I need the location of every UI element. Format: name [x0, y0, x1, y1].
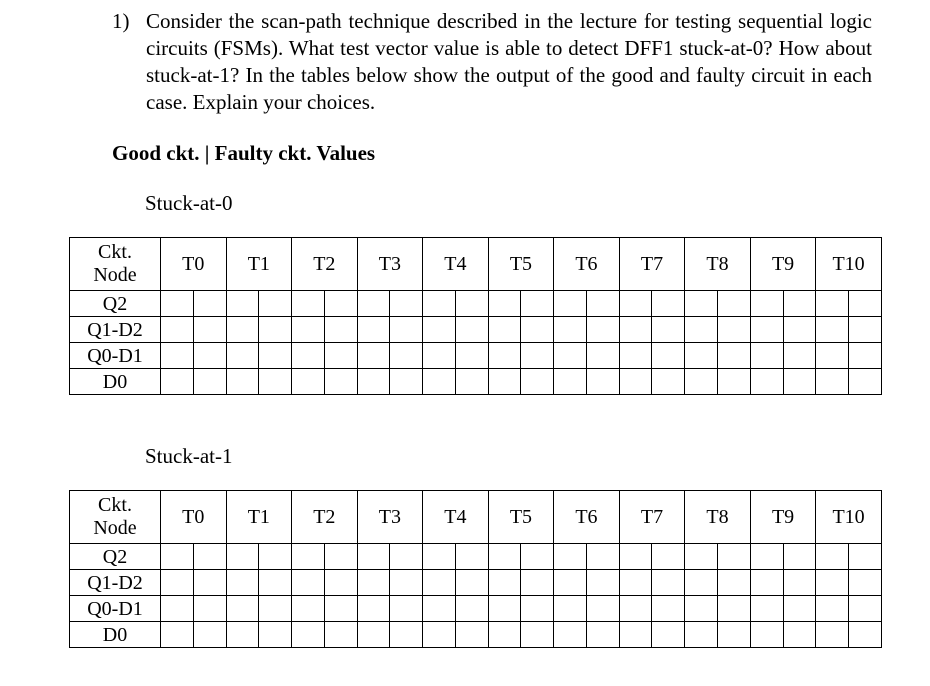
- time-step-header: T6: [554, 238, 620, 291]
- faulty-value-cell[interactable]: [652, 596, 685, 622]
- good-value-cell[interactable]: [619, 544, 652, 570]
- time-step-header: T9: [750, 238, 816, 291]
- faulty-value-cell[interactable]: [586, 544, 619, 570]
- good-value-cell[interactable]: [685, 544, 718, 570]
- good-value-cell[interactable]: [685, 369, 718, 395]
- faulty-value-cell[interactable]: [521, 317, 554, 343]
- faulty-value-cell[interactable]: [521, 570, 554, 596]
- good-value-cell[interactable]: [292, 544, 325, 570]
- good-value-cell[interactable]: [554, 369, 587, 395]
- node-header: [70, 491, 161, 544]
- good-value-cell[interactable]: [226, 291, 259, 317]
- good-value-cell[interactable]: [226, 596, 259, 622]
- good-value-cell[interactable]: [816, 622, 849, 648]
- good-value-cell[interactable]: [292, 596, 325, 622]
- good-value-cell[interactable]: [685, 291, 718, 317]
- good-value-cell[interactable]: [423, 317, 456, 343]
- good-value-cell[interactable]: [816, 570, 849, 596]
- faulty-value-cell[interactable]: [718, 343, 751, 369]
- faulty-value-cell[interactable]: [193, 570, 226, 596]
- faulty-value-cell[interactable]: [259, 544, 292, 570]
- good-value-cell[interactable]: [816, 343, 849, 369]
- faulty-value-cell[interactable]: [849, 596, 882, 622]
- node-label: Q2: [70, 291, 161, 317]
- faulty-value-cell[interactable]: [586, 369, 619, 395]
- faulty-value-cell[interactable]: [652, 570, 685, 596]
- good-value-cell[interactable]: [554, 570, 587, 596]
- table-row: [70, 570, 882, 596]
- faulty-value-cell[interactable]: [586, 596, 619, 622]
- good-value-cell[interactable]: [750, 622, 783, 648]
- faulty-value-cell[interactable]: [849, 343, 882, 369]
- good-value-cell[interactable]: [423, 622, 456, 648]
- stuck-at-1-table: [69, 490, 882, 648]
- faulty-value-cell[interactable]: [652, 291, 685, 317]
- stuck-at-0-label: Stuck-at-0: [145, 191, 233, 215]
- good-value-cell[interactable]: [226, 622, 259, 648]
- faulty-value-cell[interactable]: [521, 622, 554, 648]
- good-value-cell[interactable]: [423, 343, 456, 369]
- stuck-at-0-table: [69, 237, 882, 395]
- faulty-value-cell[interactable]: [849, 317, 882, 343]
- node-header-line: Ckt.: [98, 241, 132, 263]
- faulty-value-cell[interactable]: [455, 596, 488, 622]
- good-value-cell[interactable]: [488, 544, 521, 570]
- faulty-value-cell[interactable]: [652, 369, 685, 395]
- good-value-cell[interactable]: [619, 570, 652, 596]
- good-value-cell[interactable]: [357, 343, 390, 369]
- faulty-value-cell[interactable]: [783, 343, 816, 369]
- good-value-cell[interactable]: [554, 596, 587, 622]
- time-step-header: T5: [488, 238, 554, 291]
- good-value-cell[interactable]: [161, 622, 194, 648]
- faulty-value-cell[interactable]: [783, 369, 816, 395]
- faulty-value-cell[interactable]: [390, 596, 423, 622]
- faulty-value-cell[interactable]: [455, 622, 488, 648]
- good-value-cell[interactable]: [750, 317, 783, 343]
- faulty-value-cell[interactable]: [390, 343, 423, 369]
- faulty-value-cell[interactable]: [324, 369, 357, 395]
- good-value-cell[interactable]: [816, 291, 849, 317]
- good-value-cell[interactable]: [750, 291, 783, 317]
- table-row: [70, 291, 882, 317]
- faulty-value-cell[interactable]: [652, 622, 685, 648]
- good-value-cell[interactable]: [488, 570, 521, 596]
- faulty-value-cell[interactable]: [849, 291, 882, 317]
- good-value-cell[interactable]: [423, 570, 456, 596]
- good-value-cell[interactable]: [685, 622, 718, 648]
- header-row: [70, 491, 882, 544]
- good-value-cell[interactable]: [423, 291, 456, 317]
- node-label: Q1-D2: [70, 570, 161, 596]
- values-heading: Good ckt. | Faulty ckt. Values: [112, 141, 376, 165]
- faulty-value-cell[interactable]: [193, 317, 226, 343]
- good-value-cell[interactable]: [292, 369, 325, 395]
- time-step-header: T1: [226, 238, 292, 291]
- faulty-value-cell[interactable]: [783, 596, 816, 622]
- faulty-value-cell[interactable]: [783, 570, 816, 596]
- faulty-value-cell[interactable]: [324, 596, 357, 622]
- faulty-value-cell[interactable]: [193, 291, 226, 317]
- faulty-value-cell[interactable]: [193, 596, 226, 622]
- faulty-value-cell[interactable]: [849, 570, 882, 596]
- faulty-value-cell[interactable]: [259, 596, 292, 622]
- faulty-value-cell[interactable]: [390, 317, 423, 343]
- good-value-cell[interactable]: [488, 622, 521, 648]
- time-step-header: T1: [226, 491, 292, 544]
- faulty-value-cell[interactable]: [259, 291, 292, 317]
- faulty-value-cell[interactable]: [521, 596, 554, 622]
- good-value-cell[interactable]: [619, 291, 652, 317]
- faulty-value-cell[interactable]: [193, 369, 226, 395]
- faulty-value-cell[interactable]: [652, 343, 685, 369]
- time-step-header: T8: [685, 491, 751, 544]
- node-label: Q0-D1: [70, 343, 161, 369]
- question-text: Consider the scan-path technique described in the lecture for testing sequential logic circuits (FSMs). What test vector value is able to detect DFF1 stuck-at-0? How about stuck-at-1? In the tables below show the output of the good and faulty circuit in each case. Explain your choices.: [146, 9, 872, 114]
- good-value-cell[interactable]: [685, 343, 718, 369]
- time-step-header: T4: [423, 238, 489, 291]
- faulty-value-cell[interactable]: [586, 317, 619, 343]
- faulty-value-cell[interactable]: [586, 343, 619, 369]
- good-value-cell[interactable]: [619, 343, 652, 369]
- node-header: [70, 238, 161, 291]
- table-row: [70, 369, 882, 395]
- good-value-cell[interactable]: [685, 317, 718, 343]
- faulty-value-cell[interactable]: [521, 343, 554, 369]
- question-number: 1): [112, 9, 130, 33]
- faulty-value-cell[interactable]: [455, 369, 488, 395]
- faulty-value-cell[interactable]: [193, 544, 226, 570]
- faulty-value-cell[interactable]: [652, 317, 685, 343]
- table-row: [70, 317, 882, 343]
- good-value-cell[interactable]: [488, 343, 521, 369]
- faulty-value-cell[interactable]: [324, 570, 357, 596]
- faulty-value-cell[interactable]: [193, 622, 226, 648]
- good-value-cell[interactable]: [161, 596, 194, 622]
- node-label: D0: [70, 622, 161, 648]
- node-label: Q0-D1: [70, 596, 161, 622]
- time-step-header: T2: [292, 491, 358, 544]
- time-step-header: T0: [161, 238, 227, 291]
- good-value-cell[interactable]: [750, 343, 783, 369]
- faulty-value-cell[interactable]: [783, 544, 816, 570]
- node-label: Q2: [70, 544, 161, 570]
- faulty-value-cell[interactable]: [324, 544, 357, 570]
- faulty-value-cell[interactable]: [390, 544, 423, 570]
- good-value-cell[interactable]: [357, 369, 390, 395]
- faulty-value-cell[interactable]: [455, 291, 488, 317]
- question-block: [112, 8, 872, 116]
- faulty-value-cell[interactable]: [324, 343, 357, 369]
- faulty-value-cell[interactable]: [718, 369, 751, 395]
- faulty-value-cell[interactable]: [259, 317, 292, 343]
- good-value-cell[interactable]: [357, 596, 390, 622]
- faulty-value-cell[interactable]: [324, 622, 357, 648]
- time-step-header: T7: [619, 491, 685, 544]
- faulty-value-cell[interactable]: [849, 544, 882, 570]
- good-value-cell[interactable]: [554, 291, 587, 317]
- good-value-cell[interactable]: [750, 544, 783, 570]
- faulty-value-cell[interactable]: [324, 317, 357, 343]
- faulty-value-cell[interactable]: [586, 622, 619, 648]
- good-value-cell[interactable]: [292, 317, 325, 343]
- faulty-value-cell[interactable]: [455, 317, 488, 343]
- good-value-cell[interactable]: [423, 544, 456, 570]
- faulty-value-cell[interactable]: [259, 622, 292, 648]
- table-row: [70, 622, 882, 648]
- good-value-cell[interactable]: [554, 622, 587, 648]
- good-value-cell[interactable]: [226, 369, 259, 395]
- faulty-value-cell[interactable]: [718, 291, 751, 317]
- good-value-cell[interactable]: [488, 317, 521, 343]
- good-value-cell[interactable]: [816, 369, 849, 395]
- faulty-value-cell[interactable]: [718, 317, 751, 343]
- faulty-value-cell[interactable]: [455, 570, 488, 596]
- good-value-cell[interactable]: [423, 369, 456, 395]
- faulty-value-cell[interactable]: [193, 343, 226, 369]
- good-value-cell[interactable]: [619, 317, 652, 343]
- faulty-value-cell[interactable]: [652, 544, 685, 570]
- faulty-value-cell[interactable]: [586, 570, 619, 596]
- good-value-cell[interactable]: [357, 622, 390, 648]
- time-step-header: T2: [292, 238, 358, 291]
- time-step-header: T9: [750, 491, 816, 544]
- header-row: [70, 238, 882, 291]
- good-value-cell[interactable]: [161, 317, 194, 343]
- good-value-cell[interactable]: [619, 622, 652, 648]
- node-header-line: Ckt.: [98, 494, 132, 516]
- faulty-value-cell[interactable]: [324, 291, 357, 317]
- table-row: [70, 343, 882, 369]
- good-value-cell[interactable]: [161, 369, 194, 395]
- table-row: [70, 596, 882, 622]
- good-value-cell[interactable]: [357, 544, 390, 570]
- faulty-value-cell[interactable]: [455, 544, 488, 570]
- faulty-value-cell[interactable]: [718, 596, 751, 622]
- good-value-cell[interactable]: [226, 317, 259, 343]
- good-value-cell[interactable]: [619, 596, 652, 622]
- good-value-cell[interactable]: [816, 317, 849, 343]
- good-value-cell[interactable]: [161, 544, 194, 570]
- good-value-cell[interactable]: [750, 369, 783, 395]
- good-value-cell[interactable]: [161, 291, 194, 317]
- time-step-header: T4: [423, 491, 489, 544]
- good-value-cell[interactable]: [685, 596, 718, 622]
- good-value-cell[interactable]: [357, 291, 390, 317]
- good-value-cell[interactable]: [226, 570, 259, 596]
- node-header-line: Node: [93, 264, 137, 286]
- good-value-cell[interactable]: [816, 544, 849, 570]
- good-value-cell[interactable]: [685, 570, 718, 596]
- faulty-value-cell[interactable]: [586, 291, 619, 317]
- faulty-value-cell[interactable]: [718, 570, 751, 596]
- time-step-header: T3: [357, 238, 423, 291]
- good-value-cell[interactable]: [554, 544, 587, 570]
- faulty-value-cell[interactable]: [259, 369, 292, 395]
- good-value-cell[interactable]: [292, 291, 325, 317]
- node-label: Q1-D2: [70, 317, 161, 343]
- faulty-value-cell[interactable]: [455, 343, 488, 369]
- time-step-header: T3: [357, 491, 423, 544]
- faulty-value-cell[interactable]: [783, 291, 816, 317]
- faulty-value-cell[interactable]: [718, 622, 751, 648]
- faulty-value-cell[interactable]: [390, 291, 423, 317]
- good-value-cell[interactable]: [357, 570, 390, 596]
- time-step-header: T5: [488, 491, 554, 544]
- node-label: D0: [70, 369, 161, 395]
- stuck-at-1-label: Stuck-at-1: [145, 444, 233, 468]
- good-value-cell[interactable]: [750, 570, 783, 596]
- good-value-cell[interactable]: [292, 343, 325, 369]
- good-value-cell[interactable]: [226, 343, 259, 369]
- good-value-cell[interactable]: [488, 369, 521, 395]
- faulty-value-cell[interactable]: [390, 622, 423, 648]
- time-step-header: T6: [554, 491, 620, 544]
- good-value-cell[interactable]: [619, 369, 652, 395]
- faulty-value-cell[interactable]: [521, 369, 554, 395]
- time-step-header: T0: [161, 491, 227, 544]
- faulty-value-cell[interactable]: [390, 369, 423, 395]
- good-value-cell[interactable]: [554, 317, 587, 343]
- good-value-cell[interactable]: [292, 570, 325, 596]
- faulty-value-cell[interactable]: [849, 369, 882, 395]
- faulty-value-cell[interactable]: [783, 317, 816, 343]
- time-step-header: T7: [619, 238, 685, 291]
- good-value-cell[interactable]: [357, 317, 390, 343]
- faulty-value-cell[interactable]: [849, 622, 882, 648]
- good-value-cell[interactable]: [488, 596, 521, 622]
- faulty-value-cell[interactable]: [259, 343, 292, 369]
- time-step-header: T10: [816, 491, 882, 544]
- good-value-cell[interactable]: [161, 570, 194, 596]
- faulty-value-cell[interactable]: [259, 570, 292, 596]
- faulty-value-cell[interactable]: [783, 622, 816, 648]
- good-value-cell[interactable]: [161, 343, 194, 369]
- good-value-cell[interactable]: [226, 544, 259, 570]
- good-value-cell[interactable]: [554, 343, 587, 369]
- node-header-line: Node: [93, 517, 137, 539]
- good-value-cell[interactable]: [750, 596, 783, 622]
- faulty-value-cell[interactable]: [521, 291, 554, 317]
- faulty-value-cell[interactable]: [718, 544, 751, 570]
- table-row: [70, 544, 882, 570]
- time-step-header: T8: [685, 238, 751, 291]
- faulty-value-cell[interactable]: [390, 570, 423, 596]
- good-value-cell[interactable]: [816, 596, 849, 622]
- good-value-cell[interactable]: [292, 622, 325, 648]
- good-value-cell[interactable]: [488, 291, 521, 317]
- good-value-cell[interactable]: [423, 596, 456, 622]
- faulty-value-cell[interactable]: [521, 544, 554, 570]
- time-step-header: T10: [816, 238, 882, 291]
